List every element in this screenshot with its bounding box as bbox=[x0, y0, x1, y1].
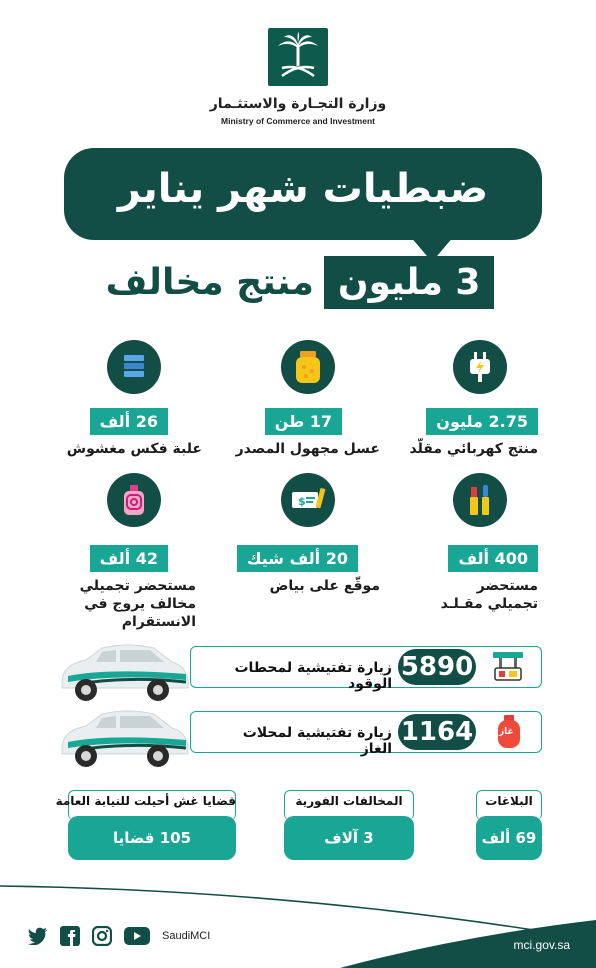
item-label: علبة فكس مغشوش bbox=[66, 441, 202, 457]
instagram-cosmetic-icon bbox=[107, 473, 161, 527]
palm-swords-icon bbox=[268, 28, 328, 86]
inspection-number: 5890 bbox=[398, 649, 476, 685]
inspection-number: 1164 bbox=[398, 714, 476, 750]
item-label: منتج كهربائي مقلّد bbox=[409, 441, 538, 457]
item-value: 26 ألف bbox=[90, 408, 168, 435]
item-value: 20 ألف شيك bbox=[237, 545, 358, 572]
electric-plug-icon bbox=[453, 340, 507, 394]
item-label: عسل مجهول المصدر bbox=[235, 441, 380, 457]
ministry-logo bbox=[268, 28, 328, 86]
subtitle-highlight: 3 مليون bbox=[324, 256, 495, 309]
inspection-label: زيارة تفتيشية لمحطات الوقود bbox=[234, 660, 392, 692]
summary-value: 3 آلاف bbox=[284, 816, 414, 860]
item-label: مستحضر تجميلي مقـلـد bbox=[440, 578, 538, 612]
subtitle bbox=[90, 250, 510, 314]
inspection-car-icon bbox=[58, 640, 192, 706]
summary-value: 69 ألف bbox=[476, 816, 542, 860]
ministry-name-ar: وزارة التجـارة والاستثـمار bbox=[209, 96, 387, 112]
item-value: 42 ألف bbox=[90, 545, 168, 572]
summary-heading: البلاغات bbox=[485, 794, 533, 808]
footer-wave bbox=[0, 880, 596, 968]
page-title: ضبطيات شهر يناير bbox=[117, 166, 489, 212]
youtube-icon[interactable] bbox=[124, 927, 150, 945]
signed-check-icon bbox=[281, 473, 335, 527]
summary-heading: المخالفات الفورية bbox=[295, 794, 403, 808]
gas-cylinder-icon bbox=[486, 713, 532, 751]
item-label: موقّع على بياض bbox=[269, 578, 380, 594]
item-value: 2.75 مليون bbox=[426, 408, 538, 435]
item-value: 400 ألف bbox=[448, 545, 538, 572]
subtitle-rest: منتج مخالف bbox=[105, 261, 314, 303]
summary-heading: قضايا غش أحيلت للنيابة العامة bbox=[55, 794, 236, 808]
ministry-name-en: Ministry of Commerce and Investment bbox=[221, 116, 375, 126]
social-handle[interactable]: SaudiMCI bbox=[162, 930, 211, 942]
fuel-station-icon bbox=[480, 648, 536, 686]
inspection-car-icon bbox=[58, 706, 192, 772]
twitter-icon[interactable] bbox=[28, 927, 48, 945]
item-value: 17 طن bbox=[265, 408, 342, 435]
cosmetics-icon bbox=[453, 473, 507, 527]
instagram-icon[interactable] bbox=[92, 926, 112, 946]
honey-jar-icon bbox=[281, 340, 335, 394]
website-link[interactable]: mci.gov.sa bbox=[513, 938, 570, 952]
facebook-icon[interactable] bbox=[60, 926, 80, 946]
svg-text:$: $ bbox=[298, 495, 306, 508]
inspection-label: زيارة تفتيشية لمحلات الغاز bbox=[242, 725, 392, 757]
gas-cylinder-text: غاز bbox=[499, 727, 514, 737]
summary-value: 105 قضايا bbox=[68, 816, 236, 860]
social-links bbox=[28, 926, 210, 946]
item-label: مستحضر تجميلي مخالف يروج في الانستقرام bbox=[79, 578, 196, 630]
vicks-jar-icon bbox=[107, 340, 161, 394]
